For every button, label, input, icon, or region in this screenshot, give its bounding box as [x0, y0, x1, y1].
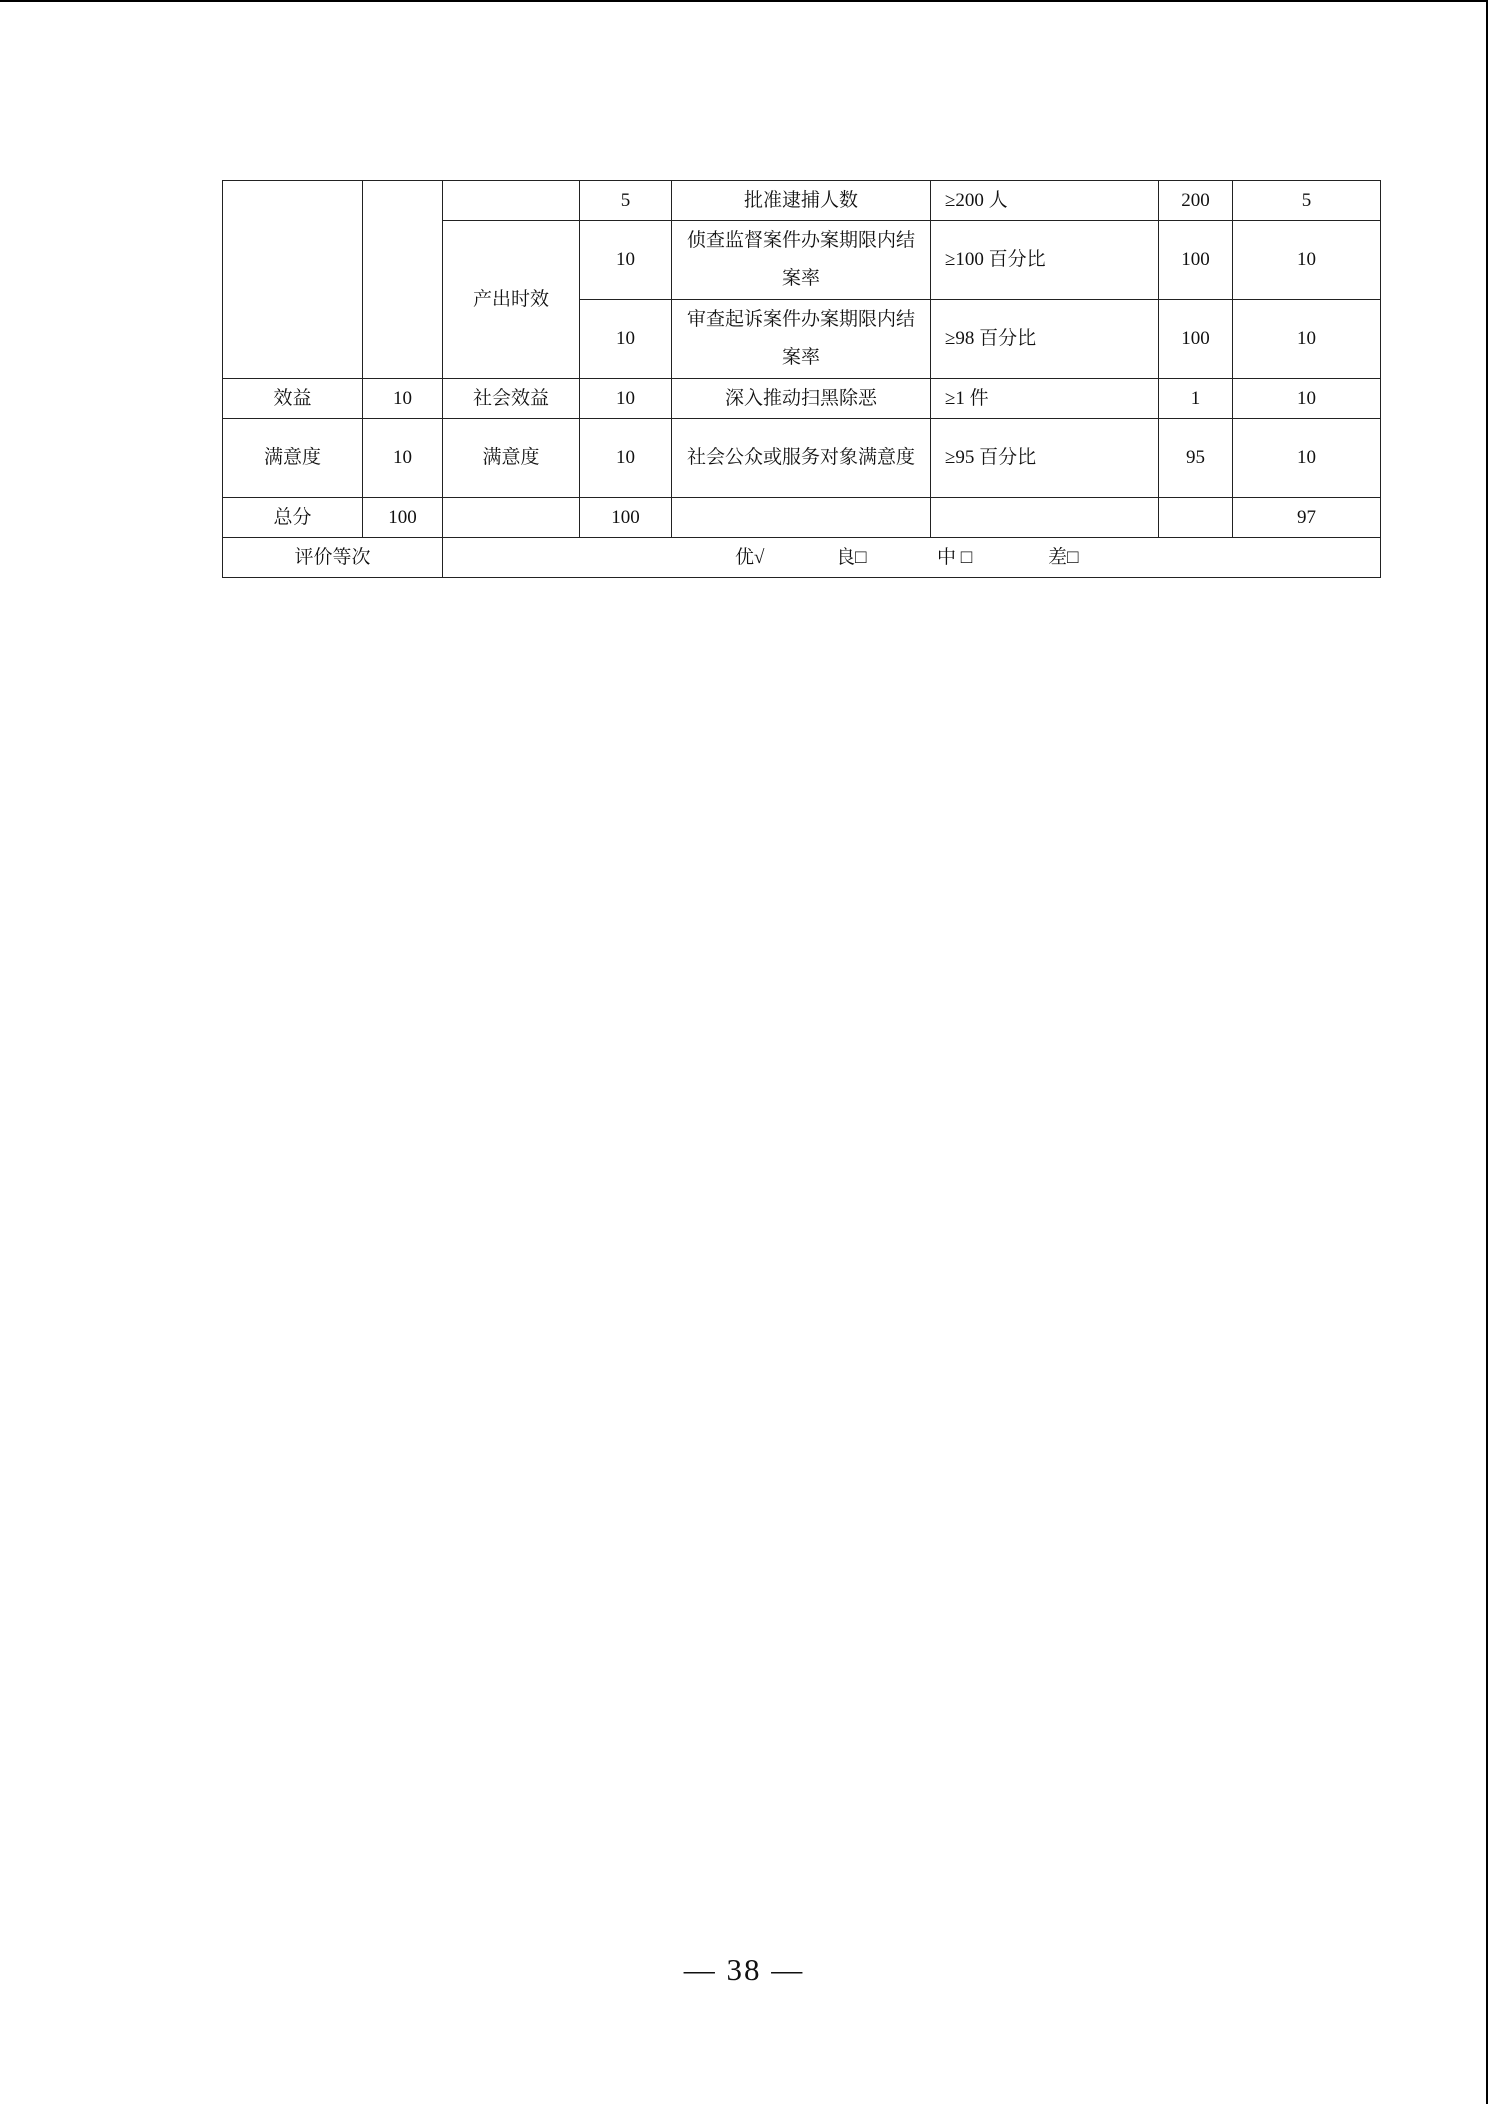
table-cell-total-indicator-weight: 100	[580, 498, 672, 538]
table-cell-empty	[672, 498, 931, 538]
rating-options-cell	[443, 538, 1381, 578]
rating-option-good: 良□	[836, 546, 867, 568]
table-cell-target: ≥1 件	[931, 379, 1159, 419]
table-cell-score: 10	[1233, 221, 1381, 300]
rating-option-fair: 中 □	[937, 546, 973, 568]
table-cell-actual: 95	[1159, 419, 1233, 498]
table-cell-indicator: 批准逮捕人数	[672, 181, 931, 221]
rating-option-excellent: 优√	[735, 546, 765, 568]
table-cell-category-weight: 10	[363, 419, 443, 498]
table-cell-subcategory: 满意度	[443, 419, 580, 498]
rating-option-poor: 差□	[1048, 546, 1079, 568]
table-row	[223, 181, 1381, 221]
table-cell-total-weight: 100	[363, 498, 443, 538]
table-cell-empty	[363, 181, 443, 379]
table-cell-actual: 100	[1159, 221, 1233, 300]
table-cell-total-score: 97	[1233, 498, 1381, 538]
table-row-rating	[223, 538, 1381, 578]
page-number: — 38 —	[683, 1952, 805, 1987]
table-cell-category-weight: 10	[363, 379, 443, 419]
table-cell-weight: 5	[580, 181, 672, 221]
table-cell-empty	[1159, 498, 1233, 538]
table-cell-target: ≥100 百分比	[931, 221, 1159, 300]
table-cell-target: ≥98 百分比	[931, 300, 1159, 379]
table-cell-weight: 10	[580, 300, 672, 379]
table-cell-total-label: 总分	[223, 498, 363, 538]
table-cell-weight: 10	[580, 419, 672, 498]
table-cell-indicator: 侦查监督案件办案期限内结案率	[672, 221, 931, 300]
table-cell-empty	[223, 181, 363, 379]
table-cell-indicator: 深入推动扫黑除恶	[672, 379, 931, 419]
table-cell-empty	[443, 181, 580, 221]
table-cell-target: ≥95 百分比	[931, 419, 1159, 498]
table-cell-score: 5	[1233, 181, 1381, 221]
performance-evaluation-table	[222, 180, 1381, 578]
table-cell-actual: 100	[1159, 300, 1233, 379]
table-cell-weight: 10	[580, 221, 672, 300]
table-cell-empty	[931, 498, 1159, 538]
table-cell-category: 满意度	[223, 419, 363, 498]
table-cell-indicator: 审查起诉案件办案期限内结案率	[672, 300, 931, 379]
table-row	[223, 419, 1381, 498]
table-cell-empty	[443, 498, 580, 538]
table-row	[223, 379, 1381, 419]
table-cell-category: 效益	[223, 379, 363, 419]
table-cell-target: ≥200 人	[931, 181, 1159, 221]
table-cell-score: 10	[1233, 379, 1381, 419]
table-cell-score: 10	[1233, 300, 1381, 379]
rating-options	[443, 539, 1380, 577]
table-cell-score: 10	[1233, 419, 1381, 498]
table-cell-actual: 200	[1159, 181, 1233, 221]
table-row-total	[223, 498, 1381, 538]
table-cell-actual: 1	[1159, 379, 1233, 419]
table-cell-weight: 10	[580, 379, 672, 419]
page-top-border	[0, 0, 1488, 2]
table-cell-subcategory: 产出时效	[443, 221, 580, 379]
table-cell-indicator: 社会公众或服务对象满意度	[672, 419, 931, 498]
rating-label: 评价等次	[223, 538, 443, 578]
table-cell-subcategory: 社会效益	[443, 379, 580, 419]
